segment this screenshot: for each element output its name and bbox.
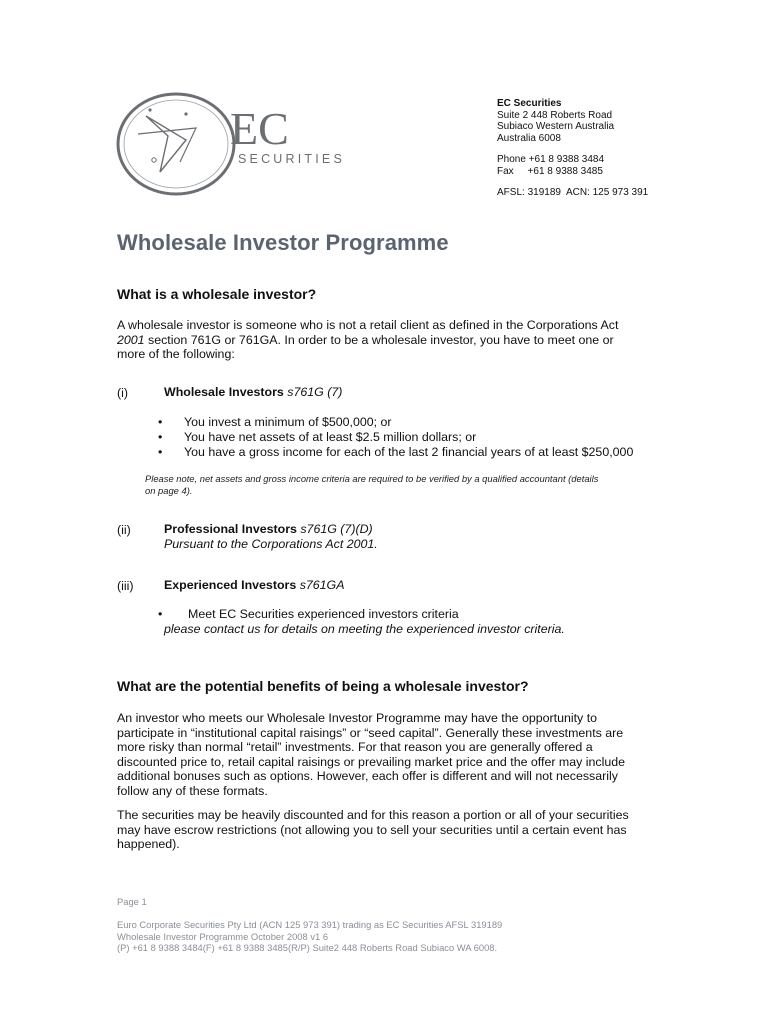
experienced-investors-title: Experienced Investors — [164, 578, 297, 592]
paragraph-line: participate in “institutional capital raisings” or “seed capital”. Generally these investments are — [117, 725, 624, 740]
note-line-1: Please note, net assets and gross income criteria are required to be verified by a qualified accountant (details — [145, 473, 599, 484]
item-numeral-ii: (ii) — [117, 523, 131, 537]
professional-investors-heading — [164, 522, 373, 537]
benefits-paragraph-2 — [117, 808, 657, 852]
bullet-icon: • — [158, 607, 163, 621]
bullet-text: You have a gross income for each of the last 2 financial years of at least $250,000 — [184, 445, 634, 459]
list-item — [156, 415, 633, 430]
intro-line-2-rest: section 761G or 761GA. In order to be a wholesale investor, you have to meet one or — [144, 332, 614, 347]
page-number: Page 1 — [117, 896, 147, 907]
paragraph-line: The securities may be heavily discounted and for this reason a portion or all of your securities — [117, 808, 629, 822]
paragraph-line: more risky than normal “retail” investments. For that reason you are generally offered a — [117, 740, 593, 754]
paragraph-line: happened). — [117, 837, 180, 851]
bullet-icon: • — [158, 415, 163, 429]
experienced-bullets — [156, 607, 459, 622]
bullet-icon: • — [158, 430, 163, 444]
fax-number: Fax +61 8 9388 3485 — [497, 165, 603, 177]
experienced-investors-ref: s761GA — [299, 578, 345, 592]
section-heading-what-is: What is a wholesale investor? — [117, 286, 317, 302]
intro-paragraph — [117, 318, 657, 362]
act-year: 2001 — [117, 332, 145, 347]
footer-line-3: (P) +61 8 9388 3484(F) +61 8 9388 3485(R/P) Suite2 448 Roberts Road Subiaco WA 6008. — [117, 942, 498, 953]
bullet-text: Meet EC Securities experienced investors criteria — [188, 607, 459, 621]
company-name: EC Securities — [497, 98, 562, 109]
professional-investors-ref: s761G (7)(D) — [300, 522, 373, 536]
verification-note — [145, 473, 665, 497]
logo-word: SECURITIES — [238, 152, 346, 166]
address-line-3: Australia 6008 — [497, 132, 561, 144]
section-heading-benefits: What are the potential benefits of being a wholesale investor? — [117, 678, 529, 694]
address-line-1: Suite 2 448 Roberts Road — [497, 109, 613, 121]
item-numeral-iii: (iii) — [117, 579, 134, 593]
intro-line-1: A wholesale investor is someone who is not a retail client as defined in the Corporations Act — [117, 318, 619, 332]
item-numeral-i: (i) — [117, 386, 129, 400]
list-item — [156, 607, 459, 622]
benefits-paragraph-1 — [117, 711, 657, 798]
paragraph-line: additional bonuses such as options. However, each offer is different and will not necessarily — [117, 769, 618, 783]
experienced-investors-heading — [164, 578, 344, 593]
note-line-2: on page 4). — [145, 485, 193, 496]
logo-letters: EC — [230, 103, 289, 154]
professional-investors-subline: Pursuant to the Corporations Act 2001. — [164, 537, 378, 551]
wholesale-bullets — [156, 415, 633, 460]
bullet-text: You have net assets of at least $2.5 million dollars; or — [184, 430, 477, 444]
page-title: Wholesale Investor Programme — [117, 230, 449, 255]
ec-securities-logo — [108, 88, 358, 200]
phone-number: Phone +61 8 9388 3484 — [497, 154, 605, 165]
professional-investors-title: Professional Investors — [164, 522, 297, 536]
list-item — [156, 445, 633, 460]
afsl-acn: AFSL: 319189 ACN: 125 973 391 — [497, 187, 649, 198]
intro-line-2 — [117, 333, 657, 348]
paragraph-line: An investor who meets our Wholesale Investor Programme may have the opportunity to — [117, 711, 598, 725]
intro-line-3: more of the following: — [117, 347, 235, 361]
footer-line-1: Euro Corporate Securities Pty Ltd (ACN 125 973 391) trading as EC Securities AFSL 319189 — [117, 919, 503, 930]
bullet-icon: • — [158, 445, 163, 459]
wholesale-investors-title: Wholesale Investors — [164, 385, 284, 399]
contact-block — [497, 98, 648, 199]
wholesale-investors-heading — [164, 385, 342, 400]
experienced-investors-subline: please contact us for details on meeting the experienced investor criteria. — [164, 622, 565, 636]
paragraph-line: follow any of these formats. — [117, 783, 268, 798]
address-line-2: Subiaco Western Australia — [497, 121, 615, 132]
bullet-text: You invest a minimum of $500,000; or — [184, 415, 392, 429]
paragraph-line: discounted price to, retail capital raisings or prevailing market price and the offer may include — [117, 754, 626, 769]
footer-line-2: Wholesale Investor Programme October 2008 v1 6 — [117, 930, 329, 942]
list-item — [156, 430, 633, 445]
paragraph-line: may have escrow restrictions (not allowing you to sell your securities until a certain event has — [117, 822, 627, 837]
footer-block — [117, 919, 502, 954]
wholesale-investors-ref: s761G (7) — [287, 385, 343, 399]
